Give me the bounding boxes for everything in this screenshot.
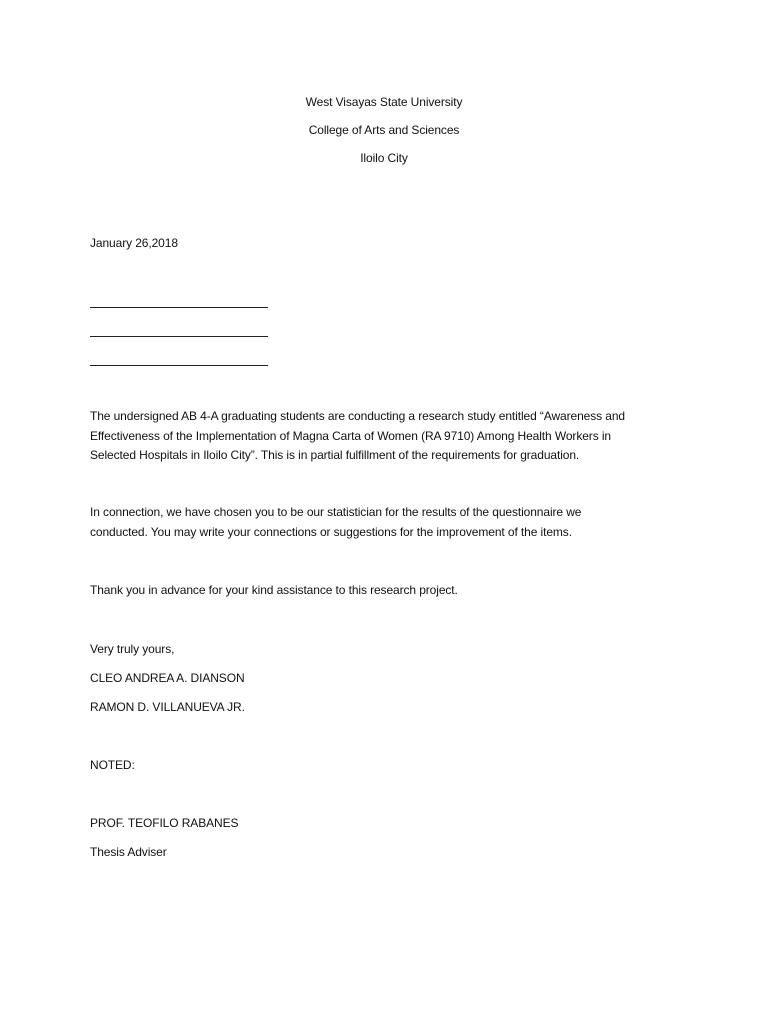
noted-label: NOTED: [90, 758, 135, 772]
paragraph-line: conducted. You may write your connections or suggestions for the improvement of the items. [90, 524, 572, 539]
body-paragraph-2 [90, 503, 690, 542]
letter-date: January 26,2018 [90, 236, 178, 250]
recipient-blank-line [90, 307, 268, 308]
closing-salutation: Very truly yours, [90, 642, 175, 656]
paragraph-line: In connection, we have chosen you to be our statistician for the results of the questionnaire we [90, 505, 582, 519]
recipient-blank-line [90, 336, 268, 337]
signatory-name: CLEO ANDREA A. DIANSON [90, 671, 245, 685]
signatory-name: RAMON D. VILLANUEVA JR. [90, 700, 245, 714]
recipient-blank-line [90, 365, 268, 366]
paragraph-line: Selected Hospitals in Iloilo City”. This is in partial fulfillment of the requirements for graduation. [90, 448, 580, 462]
university-name: West Visayas State University [305, 95, 463, 109]
body-paragraph-3: Thank you in advance for your kind assistance to this research project. [90, 583, 458, 597]
adviser-name: PROF. TEOFILO RABANES [90, 816, 239, 830]
paragraph-line: Effectiveness of the Implementation of Magna Carta of Women (RA 9710) Among Health Workers in [90, 428, 611, 443]
adviser-title: Thesis Adviser [90, 845, 167, 859]
paragraph-line: The undersigned AB 4-A graduating students are conducting a research study entitled “Awareness and [90, 409, 625, 423]
city-name: Iloilo City [360, 151, 408, 165]
college-name: College of Arts and Sciences [308, 123, 460, 137]
body-paragraph-1 [90, 407, 690, 466]
